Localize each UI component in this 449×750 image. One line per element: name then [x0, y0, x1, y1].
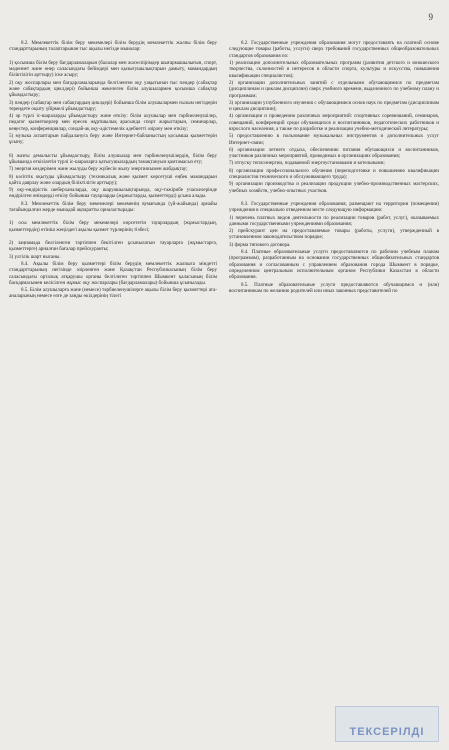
paragraph: 3) организации углубленного изучения с обучающимися основ наук по предметам (дисциплинам и циклам дисциплин);	[229, 99, 439, 113]
paragraph: 1) перечень платных видов деятельности по реализации товаров (работ, услуг), оказываемых данными государственными учреждениями образования;	[229, 214, 439, 227]
paragraph: 8) кәсіптік оқытуды ұйымдастыру (техникалық және қызмет көрсетуші еңбек мамандарын қайта даярлау және олардың біліктілігін арттыру);	[9, 173, 217, 186]
paragraph: 5) предоставлению в пользование музыкальных инструментов и дополнительных услуг Интернет-связи;	[229, 133, 439, 146]
paragraph: 8) организации профессионального обучения (переподготовке и повышению квалификации специалистов технического и обслуживающего труда);	[229, 167, 439, 180]
left-column-kazakh	[9, 40, 217, 301]
paragraph: 3) пәндер (сабақтар мен сабақтардың циклдері) бойынша білім алушылармен ғылым негіздерін тереңдете оқыту үйірмелі ұйымдастыру;	[9, 99, 217, 112]
paragraph: 9) организации производства и реализации продукции учебно-производственных мастерских, учебных хозяйств, учебно-опытных участков.	[229, 181, 439, 194]
paragraph: 1) осы мемлекеттік білім беру мекемелері көрсететін тауарлардың (жұмыстардың, қызметтердің) өтініш жеңілдегі ақылы қызмет түрлерінің тізбесі;	[9, 220, 217, 233]
paragraph: 8.5. Білім алушыларға және (немесе) тәрбиеленушілерге ақылы білім беру қызметтері ата-аналарының немесе өзге де заңды өкілдерінің тілегі	[9, 287, 217, 300]
paragraph: 3) форма типового договора.	[229, 241, 291, 248]
paragraph: 4) организации и проведению различных мероприятий: спортивных соревнований, семинаров, совещаний, конференций среди обучающихся и воспитанников, педагогических работников и взрослого населения, а также по разработке и реализации учебно-методической литературы;	[229, 113, 439, 133]
paragraph: 6) организации летнего отдыха, обеспечению питания обучающихся и воспитанников, участников различных мероприятий, проводимых в организациях образования;	[229, 146, 439, 160]
paragraph: 2) организации дополнительных занятий с отдельными обучающимися по предметам (дисциплинам и циклам дисциплин) сверх учебного времени, выделенного по учебному плану и программам;	[229, 79, 439, 99]
paragraph: 1) реализации дополнительных образовательных программ (развития детского и юношеского творчества, склонностей и интересов в области спорта, культуры и искусства, повышения квалификации специалистов);	[229, 59, 439, 79]
paragraph: 8.2. Государственные учреждения образования могут предоставлять на платной основе следующие товары (работы, услуги) сверх требований государственных общеобразовательных стандартов образования по:	[229, 40, 439, 59]
page-number: 9	[428, 12, 433, 22]
paragraph: 9) оқу-өндірістік шеберханаларда, оқу шаруашылықтарында, оқу-тәжірибе учаскелерінде өндірілген өнімдерді өткізу бойынша тауарларды (жұмыстарды, қызметтерді) ұсына алады.	[9, 187, 217, 200]
paragraph: 3) үлгілік шарт нысаны.	[9, 253, 61, 260]
paragraph: 2) прейскурант цен на предоставляемые товары (работы, услуги), утвержденный в установленном законодательством порядке;	[229, 228, 439, 241]
paragraph: 7) энергия көздерімен және жылуды беру жүйесін жылу энергиясымен жабдықтау;	[9, 166, 188, 173]
paragraph: 8.4. Ақылы білім беру қызметтері білім берудің мемлекеттік жалпыға міндетті стандарттарының негізінде әзірленген және Қазақстан Республикасының білім беру саласындағы орталық атқарушы органы белгілеген тәртіппен Шымкент қаласының білім басқармасымен келісілген жұмыс оқу жоспарлары (бағдарламалары) бойынша ұсынылады.	[9, 260, 217, 286]
verification-stamp: ТЕКСЕРІЛДІ	[335, 706, 439, 742]
paragraph: 1) қосымша білім беру бағдарламаларын (балалар мен жасөспірімдер шығармашылығын, спорт, мәдениет және өнер саласындағы бейімдері мен қызығушылықтарын дамыту, мамандардың біліктілігін арттыру) іске асыру;	[9, 59, 217, 79]
paragraph: 2) оқу жоспарлары мен бағдарламаларында белгіленген оқу уақытынан тыс пәндер (сабақтар және сабақтардың циклдері) бойынша жекелеген білім алушылармен қосымша сабақтар ұйымдастыру;	[9, 79, 217, 99]
paragraph: 7) отпуску теплоэнергии, подаваемой энергоустановками и котельными;	[229, 160, 385, 167]
paragraph: 2) заңнамада белгіленген тәртіппен бекітілген ұсынылатын тауарларға (жұмыстарға, қызметтерге) арналған бағалар прейскуранты;	[9, 240, 217, 253]
paragraph: 8.3. Мемлекеттік білім беру мекемелері мекеменің вумағында (үй-жайында) арнайы тағайындалған жерде мынадай ақпаратты орналастырады:	[9, 200, 217, 214]
right-column-russian	[229, 40, 439, 295]
paragraph: 5) музыка аспаптарын пайдалануға беру және Интернет-байланыстың қосымша қызметтерін ұсыну;	[9, 133, 217, 146]
paragraph: 8.2. Мемлекеттік білім беру мекемелері білім берудің мемлекеттік жалпы білім беру стандарттарының талаптарынан тыс ақылы негізде мыналар:	[9, 40, 217, 53]
paragraph: 8.5. Платные образовательные услуги предоставляются обучающимся и (или) воспитанникам по желанию родителей или иных законных представителей по	[229, 281, 439, 294]
paragraph: 8.3. Государственные учреждения образования, размещают на территории (помещении) учреждения в специально отведенном месте следующую информацию:	[229, 200, 439, 214]
paragraph: 6) жазғы демалысты ұйымдастыру, білім алушылар мен тәрбиеленушілердің, білім беру ұйымында өткізілетін түрлі іс-шараларға қатысушылардың тамақтануын қамтамасыз ету;	[9, 152, 217, 166]
paragraph: 8.4. Платные образовательные услуги предоставляются по рабочим учебным планам (программам), разработанным на основании государственных общеобязательных стандартов образования и согласованным с управлением образования города Шымкент в порядке, определенном центральным исполнительным органом Республики Казахстан в области образования.	[229, 248, 439, 281]
paragraph: 4) әр түрлі іс-шараларды ұйымдастыру және өткізу: білім алушылар мен тәрбиеленушілер, педагог қызметкерлер мен ересек жұртшылық арасында спорт жарыстарын, семинарлар, кеңестер, конференциялар, сондай-ақ оқу-әдістемелік әдебиетті әзірлеу мен өткізу;	[9, 113, 217, 132]
